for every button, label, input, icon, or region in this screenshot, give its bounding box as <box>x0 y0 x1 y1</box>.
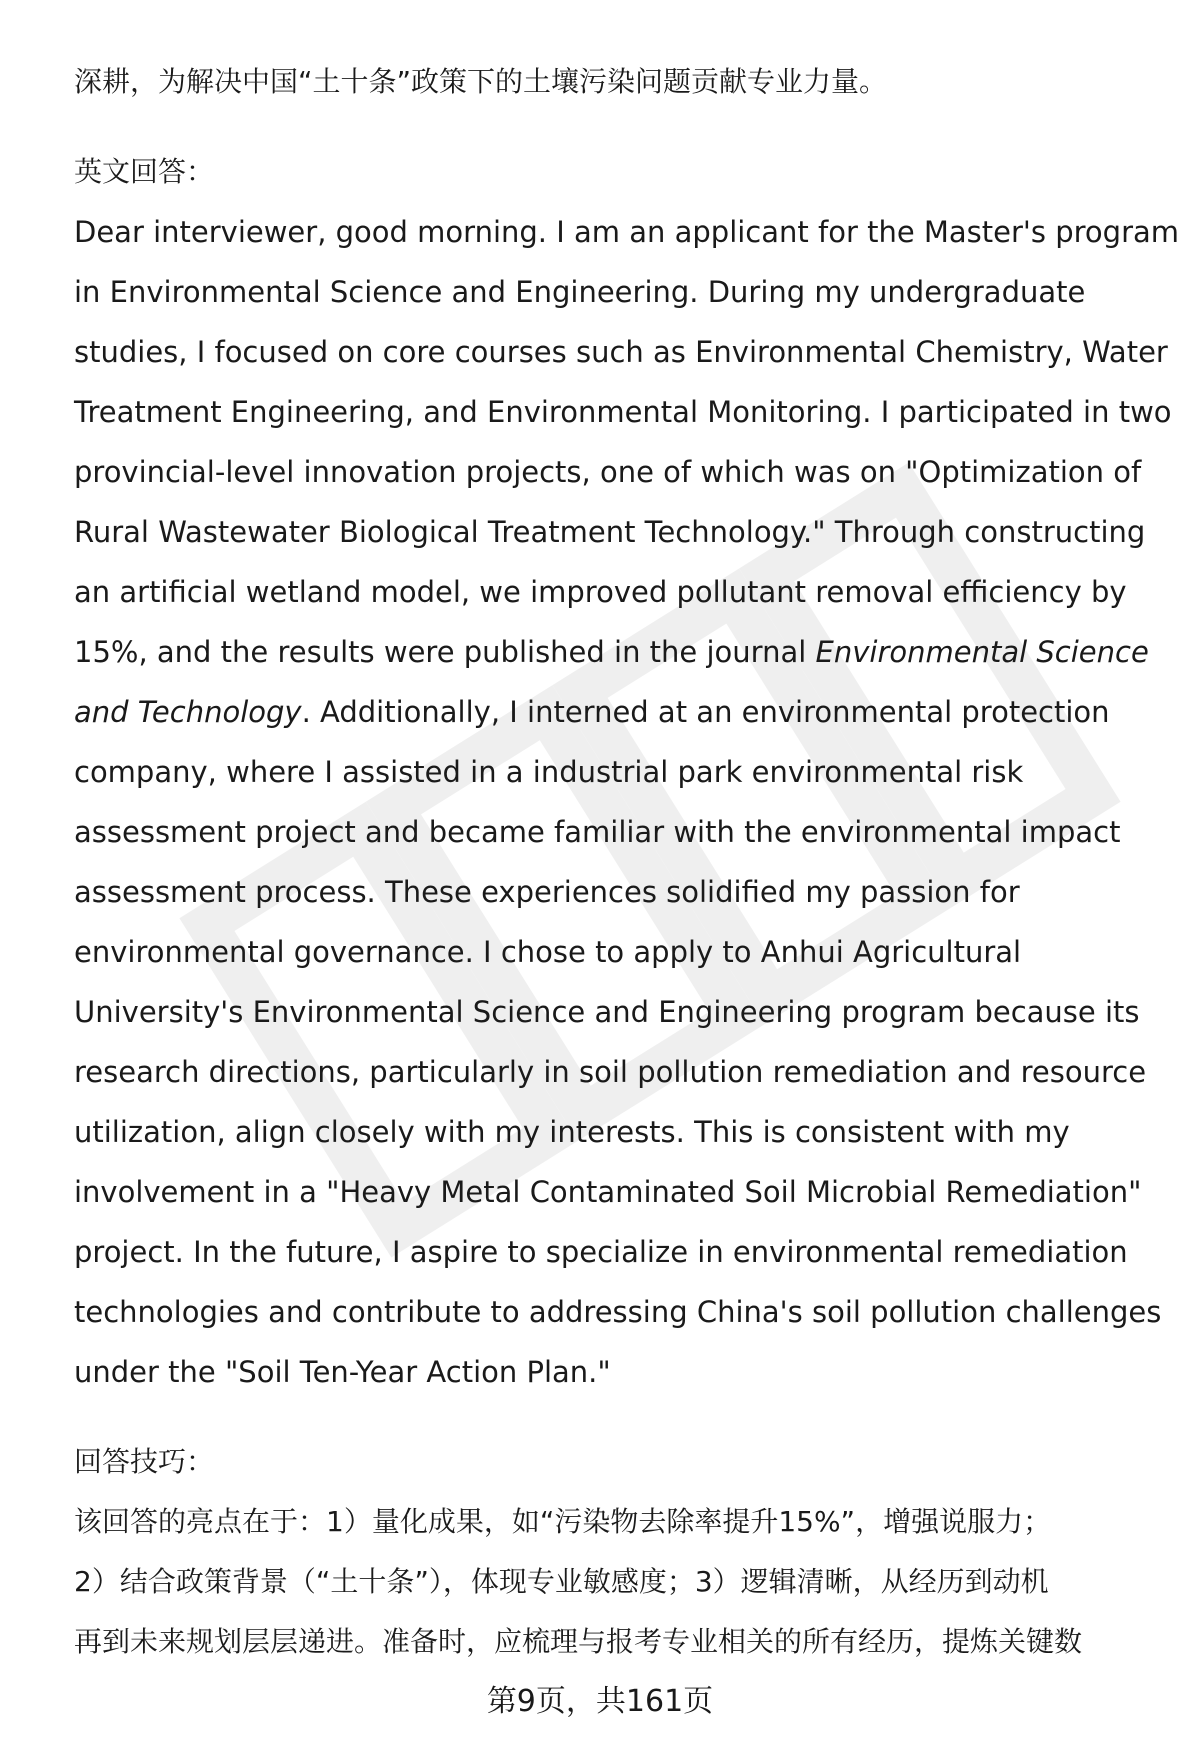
answer-line: environmental governance. I chose to apply to Anhui Agricultural <box>74 935 1022 969</box>
answer-line: Treatment Engineering, and Environmental Monitoring. I participated in two <box>74 395 1172 429</box>
answer-line: provincial-level innovation projects, one of which was on "Optimization of <box>74 455 1142 489</box>
english-answer-heading: 英文回答： <box>74 155 215 188</box>
answer-line: company, where I assisted in a industrial park environmental risk <box>74 755 1024 789</box>
answer-line-journal <box>74 622 1164 682</box>
answer-line: assessment process. These experiences solidified my passion for <box>74 875 1020 909</box>
answer-line: Rural Wastewater Biological Treatment Technology." Through constructing <box>74 515 1146 549</box>
intro-tail-text: 深耕，为解决中国“土十条”政策下的土壤污染问题贡献专业力量。 <box>74 65 888 98</box>
answer-line: Dear interviewer, good morning. I am an applicant for the Master's program <box>74 215 1180 249</box>
journal-name: Environmental Science <box>815 635 1149 669</box>
tips-line: 再到未来规划层层递进。准备时，应梳理与报考专业相关的所有经历，提炼关键数 <box>74 1625 1083 1658</box>
answer-line: under the "Soil Ten-Year Action Plan." <box>74 1355 611 1389</box>
journal-name-cont: and Technology <box>74 695 302 729</box>
answer-line: University's Environmental Science and Engineering program because its <box>74 995 1140 1029</box>
answer-line: assessment project and became familiar with the environmental impact <box>74 815 1121 849</box>
answer-line: research directions, particularly in soil pollution remediation and resource <box>74 1055 1147 1089</box>
tips-line: 2）结合政策背景（“土十条”），体现专业敏感度；3）逻辑清晰，从经历到动机 <box>74 1565 1049 1598</box>
answer-line-journal-cont <box>74 682 1164 742</box>
answer-line: involvement in a "Heavy Metal Contaminated Soil Microbial Remediation" <box>74 1175 1142 1209</box>
answer-line: in Environmental Science and Engineering. During my undergraduate <box>74 275 1086 309</box>
answer-line: utilization, align closely with my interests. This is consistent with my <box>74 1115 1070 1149</box>
answer-text-segment: . Additionally, I interned at an environmental protection <box>301 695 1110 729</box>
answer-text-segment: 15%, and the results were published in the journal <box>74 635 816 669</box>
page-content <box>74 52 1180 1672</box>
page-number-footer: 第9页，共161页 <box>486 1684 714 1719</box>
tips-line: 该回答的亮点在于：1）量化成果，如“污染物去除率提升15%”，增强说服力； <box>74 1505 1052 1538</box>
tips-heading: 回答技巧： <box>74 1445 215 1478</box>
answer-line: project. In the future, I aspire to specialize in environmental remediation <box>74 1235 1128 1269</box>
answer-line: studies, I focused on core courses such as Environmental Chemistry, Water <box>74 335 1168 369</box>
answer-line: an artificial wetland model, we improved pollutant removal efficiency by <box>74 575 1127 609</box>
answer-line: technologies and contribute to addressing China's soil pollution challenges <box>74 1295 1162 1329</box>
